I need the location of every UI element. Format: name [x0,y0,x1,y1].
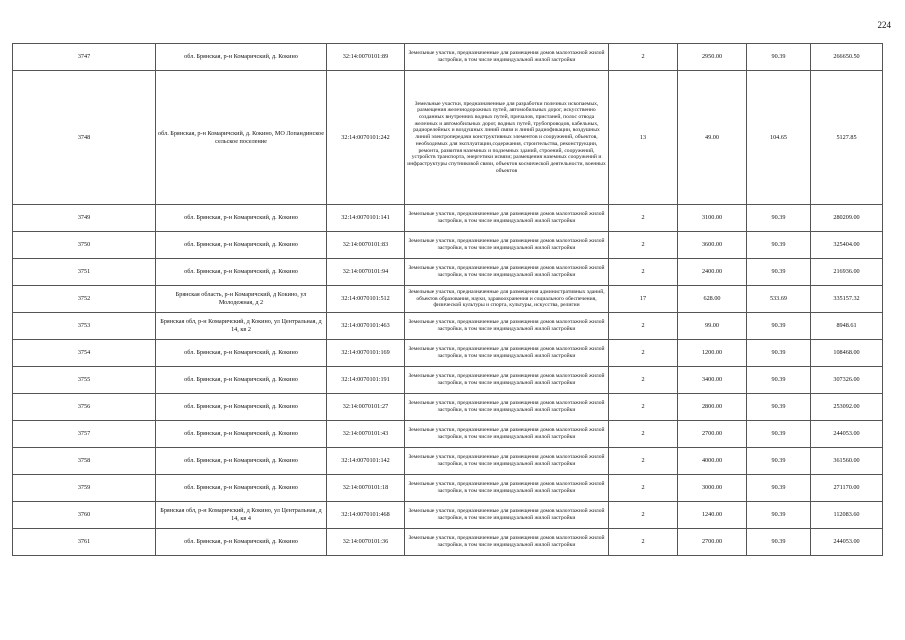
area-cell: 2700.00 [678,529,747,556]
table-row [13,367,883,394]
row-number: 3747 [13,44,156,71]
cadastral-value-cell: 108468.00 [811,340,883,367]
table-row [13,205,883,232]
cadastral-value-cell: 5127.85 [811,71,883,205]
cadastral-number-cell: 32:14:0070101:83 [327,232,405,259]
area-cell: 1240.00 [678,502,747,529]
area-cell: 2800.00 [678,394,747,421]
area-cell: 4000.00 [678,448,747,475]
cadastral-number-cell: 32:14:0070101:141 [327,205,405,232]
land-use-cell: Земельные участки, предназначенные для размещения домов малоэтажной жилой застройки, в том числе индивидуальной жилой застройки [405,232,609,259]
address-cell: обл. Брянская, р-н Комаричский, д. Кокино, МО Лопандинское сельское поселение [156,71,327,205]
group-code-cell: 2 [609,394,678,421]
specific-value-cell: 104.65 [747,71,811,205]
address-cell: обл. Брянская, р-н Комаричский, д. Кокино [156,259,327,286]
area-cell: 1200.00 [678,340,747,367]
group-code-cell: 17 [609,286,678,313]
cadastral-value-cell: 266650.50 [811,44,883,71]
table-row [13,232,883,259]
cadastral-value-cell: 325404.00 [811,232,883,259]
specific-value-cell: 90.39 [747,448,811,475]
table-row [13,502,883,529]
land-use-cell: Земельные участки, предназначенные для размещения домов малоэтажной жилой застройки, в том числе индивидуальной жилой застройки [405,205,609,232]
land-use-cell: Земельные участки, предназначенные для размещения домов малоэтажной жилой застройки, в том числе индивидуальной жилой застройки [405,44,609,71]
land-use-cell: Земельные участки, предназначенные для размещения домов малоэтажной жилой застройки, в том числе индивидуальной жилой застройки [405,367,609,394]
address-cell: Брянская обл, р-н Комаричский, д Кокино, ул Центральная, д 14, кв 2 [156,313,327,340]
specific-value-cell: 90.39 [747,259,811,286]
land-use-cell: Земельные участки, предназначенные для размещения домов малоэтажной жилой застройки, в том числе индивидуальной жилой застройки [405,313,609,340]
cadastral-value-cell: 307326.00 [811,367,883,394]
cadastral-number-cell: 32:14:0070101:169 [327,340,405,367]
cadastral-number-cell: 32:14:0070101:36 [327,529,405,556]
row-number: 3759 [13,475,156,502]
specific-value-cell: 90.39 [747,367,811,394]
cadastral-number-cell: 32:14:0070101:463 [327,313,405,340]
cadastral-number-cell: 32:14:0070101:468 [327,502,405,529]
group-code-cell: 2 [609,313,678,340]
area-cell: 49.00 [678,71,747,205]
cadastral-value-cell: 244053.00 [811,421,883,448]
cadastral-value-cell: 253092.00 [811,394,883,421]
row-number: 3756 [13,394,156,421]
land-use-cell: Земельные участки, предназначенные для размещения административных зданий, объектов образования, науки, здравоохранения и социального обеспечения, физической культуры и спорта, культуры, искусства, религии [405,286,609,313]
area-cell: 628.00 [678,286,747,313]
specific-value-cell: 90.39 [747,340,811,367]
area-cell: 99.00 [678,313,747,340]
land-use-cell: Земельные участки, предназначенные для размещения домов малоэтажной жилой застройки, в том числе индивидуальной жилой застройки [405,529,609,556]
table-row [13,71,883,205]
specific-value-cell: 90.39 [747,232,811,259]
specific-value-cell: 90.39 [747,205,811,232]
address-cell: обл. Брянская, р-н Комаричский, д. Кокино [156,205,327,232]
cadastral-value-cell: 244053.00 [811,529,883,556]
address-cell: обл. Брянская, р-н Комаричский, д. Кокино [156,475,327,502]
land-use-cell: Земельные участки, предназначенные для разработки полезных ископаемых, размещения железнодорожных путей, автомобильных дорог, искусственно созданных внутренних водных путей, причалов, пристаней, полос отвода железных и автомобильных дорог, водных путей, трубопроводов, кабельных, радиорелейных и воздушных линий связи и линий радиофикации, воздушных линий электропередачи конструктивных элементов и сооружений, объектов, необходимых для эксплуатации,содержания, строительства, реконструкции, ремонта, развития наземных и подземных зданий, строений, сооружений, устройств транспорта, энергетики исвязи; размещения наземных сооружений и инфраструктуры спутниковой связи, объектов космической деятельности, военных объектов [405,71,609,205]
group-code-cell: 2 [609,448,678,475]
table-row [13,259,883,286]
table-row [13,529,883,556]
address-cell: обл. Брянская, р-н Комаричский, д. Кокино [156,367,327,394]
land-use-cell: Земельные участки, предназначенные для размещения домов малоэтажной жилой застройки, в том числе индивидуальной жилой застройки [405,448,609,475]
table-row [13,286,883,313]
table-row [13,340,883,367]
specific-value-cell: 90.39 [747,44,811,71]
address-cell: обл. Брянская, р-н Комаричский, д. Кокино [156,44,327,71]
cadastral-number-cell: 32:14:0070101:94 [327,259,405,286]
group-code-cell: 2 [609,529,678,556]
row-number: 3749 [13,205,156,232]
row-number: 3755 [13,367,156,394]
area-cell: 2400.00 [678,259,747,286]
cadastral-value-cell: 112083.60 [811,502,883,529]
row-number: 3760 [13,502,156,529]
row-number: 3757 [13,421,156,448]
specific-value-cell: 90.39 [747,394,811,421]
cadastral-number-cell: 32:14:0070101:27 [327,394,405,421]
specific-value-cell: 90.39 [747,502,811,529]
address-cell: Брянская область, р-н Комаричский, д Кокино, ул Молодежная, д 2 [156,286,327,313]
cadastral-value-cell: 280209.00 [811,205,883,232]
area-cell: 3400.00 [678,367,747,394]
cadastral-value-cell: 216936.00 [811,259,883,286]
specific-value-cell: 90.39 [747,421,811,448]
address-cell: обл. Брянская, р-н Комаричский, д. Кокино [156,448,327,475]
area-cell: 3600.00 [678,232,747,259]
specific-value-cell: 90.39 [747,529,811,556]
row-number: 3748 [13,71,156,205]
address-cell: обл. Брянская, р-н Комаричский, д. Кокино [156,394,327,421]
row-number: 3751 [13,259,156,286]
group-code-cell: 2 [609,232,678,259]
group-code-cell: 2 [609,421,678,448]
address-cell: обл. Брянская, р-н Комаричский, д. Кокино [156,232,327,259]
row-number: 3753 [13,313,156,340]
row-number: 3752 [13,286,156,313]
area-cell: 3000.00 [678,475,747,502]
area-cell: 2950.00 [678,44,747,71]
cadastral-value-cell: 8948.61 [811,313,883,340]
group-code-cell: 13 [609,71,678,205]
land-use-cell: Земельные участки, предназначенные для размещения домов малоэтажной жилой застройки, в том числе индивидуальной жилой застройки [405,340,609,367]
cadastral-value-cell: 335157.32 [811,286,883,313]
row-number: 3754 [13,340,156,367]
group-code-cell: 2 [609,502,678,529]
cadastral-value-table [12,43,883,556]
area-cell: 3100.00 [678,205,747,232]
address-cell: Брянская обл, р-н Комаричский, д Кокино, ул Центральная, д 14, кв 4 [156,502,327,529]
group-code-cell: 2 [609,205,678,232]
row-number: 3750 [13,232,156,259]
cadastral-value-cell: 361560.00 [811,448,883,475]
group-code-cell: 2 [609,44,678,71]
table-row [13,394,883,421]
page-number: 224 [877,20,891,30]
area-cell: 2700.00 [678,421,747,448]
land-use-cell: Земельные участки, предназначенные для размещения домов малоэтажной жилой застройки, в том числе индивидуальной жилой застройки [405,394,609,421]
cadastral-number-cell: 32:14:0070101:512 [327,286,405,313]
address-cell: обл. Брянская, р-н Комаричский, д. Кокино [156,340,327,367]
table-row [13,421,883,448]
cadastral-number-cell: 32:14:0070101:43 [327,421,405,448]
land-use-cell: Земельные участки, предназначенные для размещения домов малоэтажной жилой застройки, в том числе индивидуальной жилой застройки [405,502,609,529]
specific-value-cell: 90.39 [747,475,811,502]
land-use-cell: Земельные участки, предназначенные для размещения домов малоэтажной жилой застройки, в том числе индивидуальной жилой застройки [405,259,609,286]
specific-value-cell: 90.39 [747,313,811,340]
address-cell: обл. Брянская, р-н Комаричский, д. Кокино [156,529,327,556]
table-row [13,44,883,71]
cadastral-number-cell: 32:14:0070101:18 [327,475,405,502]
land-use-cell: Земельные участки, предназначенные для размещения домов малоэтажной жилой застройки, в том числе индивидуальной жилой застройки [405,475,609,502]
specific-value-cell: 533.69 [747,286,811,313]
table-row [13,475,883,502]
cadastral-number-cell: 32:14:0070101:242 [327,71,405,205]
row-number: 3761 [13,529,156,556]
group-code-cell: 2 [609,259,678,286]
address-cell: обл. Брянская, р-н Комаричский, д. Кокино [156,421,327,448]
row-number: 3758 [13,448,156,475]
cadastral-number-cell: 32:14:0070101:89 [327,44,405,71]
cadastral-number-cell: 32:14:0070101:142 [327,448,405,475]
land-use-cell: Земельные участки, предназначенные для размещения домов малоэтажной жилой застройки, в том числе индивидуальной жилой застройки [405,421,609,448]
group-code-cell: 2 [609,367,678,394]
group-code-cell: 2 [609,340,678,367]
cadastral-value-cell: 271170.00 [811,475,883,502]
group-code-cell: 2 [609,475,678,502]
cadastral-number-cell: 32:14:0070101:191 [327,367,405,394]
table-row [13,313,883,340]
table-row [13,448,883,475]
